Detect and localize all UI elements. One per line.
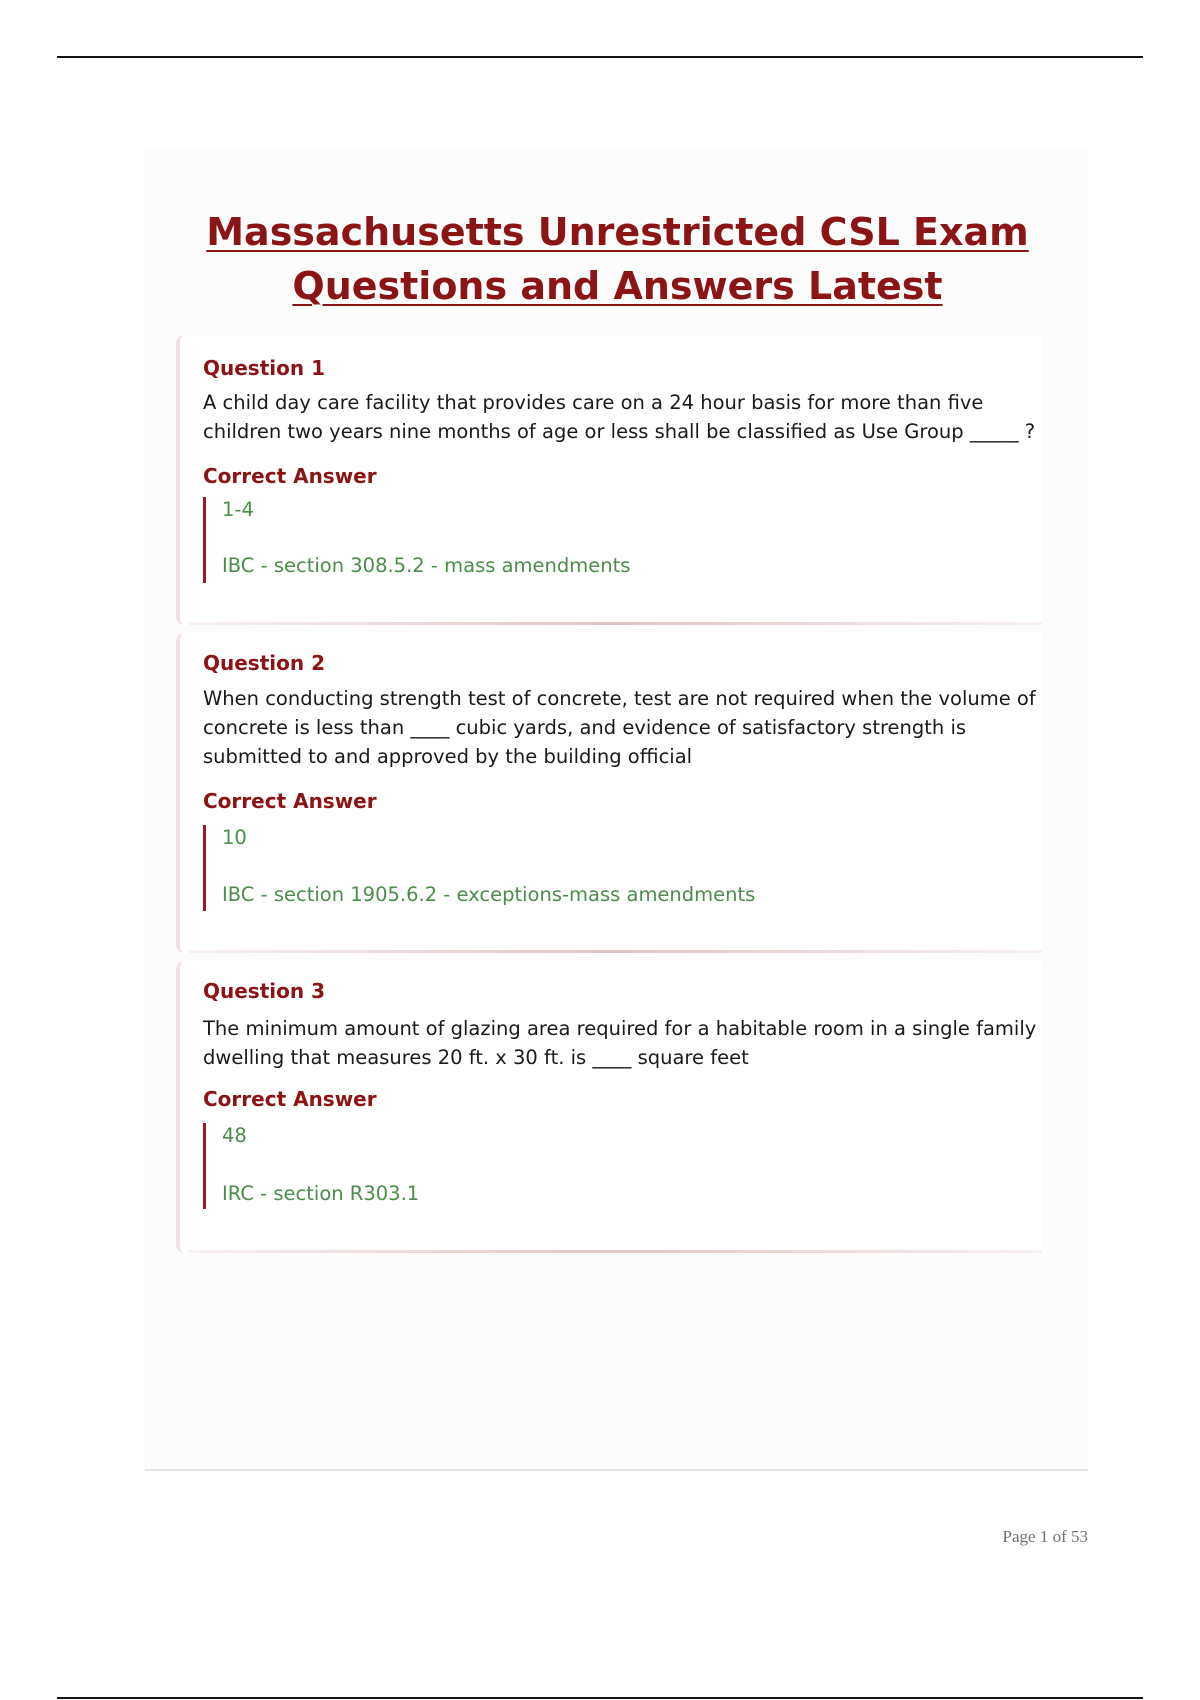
correct-answer-label: Correct Answer [203, 789, 377, 813]
card-separator [188, 622, 1042, 625]
question-text-line: children two years nine months of age or less shall be classified as Use Group _____ ? [203, 420, 1036, 443]
question-card-3 [176, 961, 1042, 1253]
card-separator [188, 1250, 1042, 1253]
answer-block [203, 1123, 903, 1209]
question-label: Question 2 [203, 651, 325, 675]
question-text-line: concrete is less than ____ cubic yards, and evidence of satisfactory strength is [203, 716, 967, 739]
answer-reference: IRC - section R303.1 [222, 1182, 420, 1205]
correct-answer-label: Correct Answer [203, 1087, 377, 1111]
question-label: Question 1 [203, 356, 325, 380]
correct-answer-label: Correct Answer [203, 464, 377, 488]
page-number: Page 1 of 53 [1002, 1527, 1088, 1546]
question-card-1 [176, 335, 1042, 625]
top-border-rule [57, 56, 1143, 58]
answer-value: 1-4 [222, 498, 254, 521]
answer-block [203, 825, 903, 911]
question-text-line: submitted to and approved by the building official [203, 745, 693, 768]
title-line-1: Massachusetts Unrestricted CSL Exam [206, 210, 1029, 254]
bottom-border-rule [57, 1697, 1143, 1699]
document-title [160, 205, 1075, 313]
answer-value: 48 [222, 1124, 247, 1147]
question-text [203, 388, 1043, 446]
answer-reference: IBC - section 1905.6.2 - exceptions-mass amendments [222, 883, 756, 906]
title-line-2: Questions and Answers Latest [292, 264, 943, 308]
answer-value: 10 [222, 826, 247, 849]
question-text [203, 684, 1043, 771]
question-card-2 [176, 633, 1042, 953]
footer-rule [145, 1469, 1088, 1471]
question-text-line: When conducting strength test of concrete, test are not required when the volume of [203, 687, 1036, 710]
question-label: Question 3 [203, 979, 325, 1003]
answer-reference: IBC - section 308.5.2 - mass amendments [222, 554, 631, 577]
question-text-line: The minimum amount of glazing area required for a habitable room in a single family [203, 1017, 1037, 1040]
question-text [203, 1014, 1043, 1072]
answer-block [203, 497, 903, 583]
question-text-line: A child day care facility that provides care on a 24 hour basis for more than five [203, 391, 984, 414]
card-separator [188, 950, 1042, 953]
question-text-line: dwelling that measures 20 ft. x 30 ft. is ____ square feet [203, 1046, 749, 1069]
